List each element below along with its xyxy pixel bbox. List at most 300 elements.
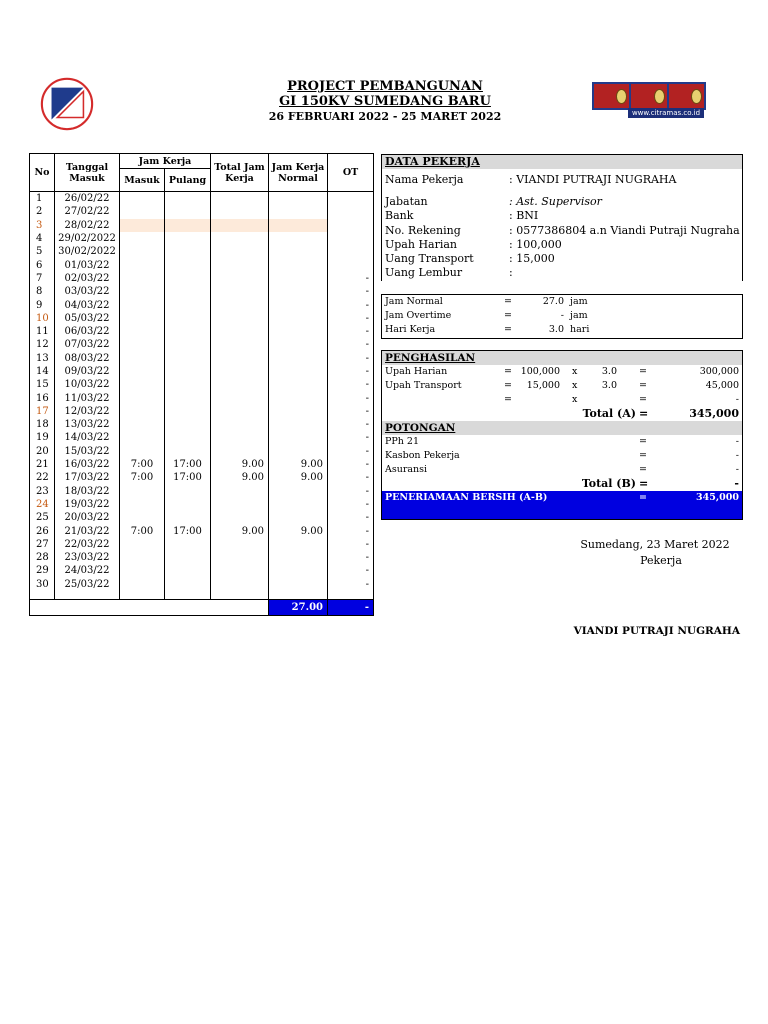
deduction-label: Asuransi bbox=[385, 464, 428, 475]
project-period: 26 FEBRUARI 2022 - 25 MARET 2022 bbox=[268, 110, 502, 123]
row-no: 27 bbox=[30, 538, 55, 551]
row-total: 9.00 bbox=[211, 471, 269, 484]
row-pulang bbox=[165, 325, 211, 338]
jam-summary bbox=[381, 294, 743, 339]
deduction-eq: = bbox=[639, 436, 647, 447]
row-no: 28 bbox=[30, 551, 55, 564]
table-row bbox=[30, 378, 374, 391]
row-total bbox=[211, 338, 269, 351]
income-qty: 3.0 bbox=[601, 366, 617, 377]
row-ot: - bbox=[328, 298, 374, 311]
row-ot: - bbox=[328, 458, 374, 471]
table-row bbox=[30, 258, 374, 271]
row-pulang bbox=[165, 272, 211, 285]
field-label: Nama Pekerja bbox=[385, 173, 464, 186]
row-normal bbox=[269, 285, 328, 298]
row-masuk bbox=[120, 418, 165, 431]
row-pulang bbox=[165, 219, 211, 232]
penghasilan-row bbox=[382, 365, 742, 379]
row-normal bbox=[269, 298, 328, 311]
total-a-label: Total (A) bbox=[582, 407, 636, 420]
table-row bbox=[30, 205, 374, 218]
row-no: 17 bbox=[30, 405, 55, 418]
col-no-header: No bbox=[30, 154, 55, 192]
payroll-summary bbox=[381, 350, 743, 520]
field-value: : bbox=[509, 266, 513, 280]
deduction-amount: - bbox=[735, 450, 739, 461]
col-ot-header: OT bbox=[328, 154, 374, 192]
row-ot: - bbox=[328, 391, 374, 404]
row-normal bbox=[269, 511, 328, 524]
table-row bbox=[30, 391, 374, 404]
row-normal bbox=[269, 365, 328, 378]
row-pulang bbox=[165, 312, 211, 325]
row-ot: - bbox=[328, 365, 374, 378]
row-normal bbox=[269, 338, 328, 351]
row-total: 9.00 bbox=[211, 524, 269, 537]
jam-eq: = bbox=[504, 324, 512, 335]
row-masuk bbox=[120, 391, 165, 404]
attendance-table bbox=[29, 153, 374, 616]
row-total bbox=[211, 378, 269, 391]
row-date: 13/03/22 bbox=[55, 418, 120, 431]
total-b-value: - bbox=[734, 477, 739, 490]
income-eq: = bbox=[504, 380, 512, 391]
row-date: 07/03/22 bbox=[55, 338, 120, 351]
total-a-row bbox=[382, 407, 742, 421]
row-pulang bbox=[165, 498, 211, 511]
row-pulang bbox=[165, 192, 211, 206]
potongan-rows bbox=[382, 435, 742, 477]
field-label: Upah Harian bbox=[385, 237, 458, 251]
jam-value: - bbox=[560, 310, 564, 321]
row-normal bbox=[269, 312, 328, 325]
row-ot: - bbox=[328, 285, 374, 298]
row-masuk bbox=[120, 232, 165, 245]
row-ot: - bbox=[328, 538, 374, 551]
jam-value: 27.0 bbox=[542, 296, 564, 307]
signature-place-date: Sumedang, 23 Maret 2022 bbox=[580, 538, 730, 551]
row-normal bbox=[269, 245, 328, 258]
row-date: 10/03/22 bbox=[55, 378, 120, 391]
row-masuk bbox=[120, 485, 165, 498]
row-normal bbox=[269, 405, 328, 418]
income-amount: 45,000 bbox=[705, 380, 739, 391]
row-no: 6 bbox=[30, 258, 55, 271]
row-total bbox=[211, 285, 269, 298]
penghasilan-row bbox=[382, 393, 742, 407]
row-masuk bbox=[120, 511, 165, 524]
row-total bbox=[211, 564, 269, 577]
table-row bbox=[30, 298, 374, 311]
col-masuk-header: Masuk bbox=[120, 169, 165, 192]
row-pulang bbox=[165, 245, 211, 258]
row-normal bbox=[269, 485, 328, 498]
row-total bbox=[211, 391, 269, 404]
row-no: 23 bbox=[30, 485, 55, 498]
row-no: 13 bbox=[30, 352, 55, 365]
row-masuk bbox=[120, 564, 165, 577]
row-date: 03/03/22 bbox=[55, 285, 120, 298]
table-row bbox=[30, 445, 374, 458]
row-date: 08/03/22 bbox=[55, 352, 120, 365]
row-masuk bbox=[120, 338, 165, 351]
data-pekerja-row bbox=[382, 195, 742, 209]
field-label: Bank bbox=[385, 209, 414, 223]
total-a-value: 345,000 bbox=[689, 407, 739, 420]
data-pekerja-row bbox=[382, 266, 742, 280]
row-total bbox=[211, 511, 269, 524]
row-no: 11 bbox=[30, 325, 55, 338]
row-date: 06/03/22 bbox=[55, 325, 120, 338]
row-normal bbox=[269, 391, 328, 404]
row-ot: - bbox=[328, 564, 374, 577]
row-ot: - bbox=[328, 325, 374, 338]
row-total bbox=[211, 365, 269, 378]
row-ot: - bbox=[328, 378, 374, 391]
row-normal: 9.00 bbox=[269, 458, 328, 471]
jam-label: Jam Overtime bbox=[385, 310, 452, 321]
income-label: Upah Harian bbox=[385, 366, 448, 377]
row-ot bbox=[328, 258, 374, 271]
row-masuk bbox=[120, 258, 165, 271]
row-no: 14 bbox=[30, 365, 55, 378]
row-pulang bbox=[165, 405, 211, 418]
row-ot: - bbox=[328, 485, 374, 498]
row-ot: - bbox=[328, 511, 374, 524]
row-pulang bbox=[165, 564, 211, 577]
row-normal bbox=[269, 352, 328, 365]
row-total bbox=[211, 232, 269, 245]
row-ot: - bbox=[328, 405, 374, 418]
table-row bbox=[30, 538, 374, 551]
row-masuk bbox=[120, 352, 165, 365]
potongan-title: POTONGAN bbox=[382, 421, 742, 435]
potongan-row bbox=[382, 449, 742, 463]
field-value: : 15,000 bbox=[509, 252, 555, 266]
income-amount: - bbox=[735, 394, 739, 405]
table-row bbox=[30, 312, 374, 325]
project-subtitle: GI 150KV SUMEDANG BARU bbox=[279, 94, 491, 109]
row-normal bbox=[269, 378, 328, 391]
row-pulang bbox=[165, 578, 211, 600]
field-value: : Ast. Supervisor bbox=[509, 195, 602, 208]
row-pulang: 17:00 bbox=[165, 471, 211, 484]
row-date: 05/03/22 bbox=[55, 312, 120, 325]
data-pekerja-row bbox=[382, 224, 742, 238]
row-pulang bbox=[165, 352, 211, 365]
row-masuk: 7:00 bbox=[120, 524, 165, 537]
table-row bbox=[30, 232, 374, 245]
signature-name: VIANDI PUTRAJI NUGRAHA bbox=[573, 625, 740, 637]
row-date: 16/03/22 bbox=[55, 458, 120, 471]
row-masuk bbox=[120, 325, 165, 338]
col-total-header: Total Jam Kerja bbox=[211, 154, 269, 192]
data-pekerja-panel bbox=[381, 154, 743, 281]
row-total bbox=[211, 551, 269, 564]
row-no: 30 bbox=[30, 578, 55, 600]
income-amount: 300,000 bbox=[699, 366, 739, 377]
row-masuk bbox=[120, 538, 165, 551]
row-no: 4 bbox=[30, 232, 55, 245]
row-ot: - bbox=[328, 445, 374, 458]
penghasilan-row bbox=[382, 379, 742, 393]
row-masuk bbox=[120, 272, 165, 285]
row-date: 02/03/22 bbox=[55, 272, 120, 285]
field-label: No. Rekening bbox=[385, 223, 461, 237]
row-no: 18 bbox=[30, 418, 55, 431]
row-pulang bbox=[165, 232, 211, 245]
row-normal: 9.00 bbox=[269, 524, 328, 537]
data-pekerja-row bbox=[382, 209, 742, 223]
col-normal-header: Jam Kerja Normal bbox=[269, 154, 328, 192]
row-date: 14/03/22 bbox=[55, 431, 120, 444]
jam-value: 3.0 bbox=[548, 324, 564, 335]
row-total bbox=[211, 418, 269, 431]
row-masuk bbox=[120, 445, 165, 458]
penghasilan-title: PENGHASILAN bbox=[382, 351, 742, 365]
row-no: 20 bbox=[30, 445, 55, 458]
certificate-badge bbox=[631, 84, 666, 108]
jam-eq: = bbox=[504, 310, 512, 321]
row-date: 18/03/22 bbox=[55, 485, 120, 498]
row-masuk bbox=[120, 285, 165, 298]
income-times: x bbox=[572, 394, 578, 405]
deduction-amount: - bbox=[735, 436, 739, 447]
row-ot bbox=[328, 205, 374, 218]
row-date: 28/02/22 bbox=[55, 219, 120, 232]
table-row bbox=[30, 365, 374, 378]
row-masuk bbox=[120, 405, 165, 418]
row-normal bbox=[269, 192, 328, 206]
field-label: Uang Transport bbox=[385, 252, 474, 266]
row-date: 01/03/22 bbox=[55, 258, 120, 271]
row-masuk bbox=[120, 298, 165, 311]
row-no: 16 bbox=[30, 391, 55, 404]
row-normal bbox=[269, 445, 328, 458]
table-row bbox=[30, 485, 374, 498]
row-masuk: 7:00 bbox=[120, 471, 165, 484]
row-total: 9.00 bbox=[211, 458, 269, 471]
total-normal-hours: 27.00 bbox=[269, 599, 328, 615]
jam-label: Jam Normal bbox=[385, 296, 443, 307]
row-ot: - bbox=[328, 524, 374, 537]
jam-unit: jam bbox=[570, 310, 588, 321]
row-masuk bbox=[120, 219, 165, 232]
total-ot-hours: - bbox=[328, 599, 374, 615]
row-date: 27/02/22 bbox=[55, 205, 120, 218]
jam-eq: = bbox=[504, 296, 512, 307]
jam-label: Hari Kerja bbox=[385, 324, 436, 335]
row-pulang bbox=[165, 431, 211, 444]
net-pay-row bbox=[382, 491, 742, 505]
row-masuk bbox=[120, 192, 165, 206]
row-date: 24/03/22 bbox=[55, 564, 120, 577]
field-value: : 100,000 bbox=[509, 237, 562, 251]
row-normal bbox=[269, 232, 328, 245]
row-total bbox=[211, 219, 269, 232]
table-row bbox=[30, 498, 374, 511]
row-masuk bbox=[120, 245, 165, 258]
row-pulang bbox=[165, 551, 211, 564]
row-ot: - bbox=[328, 551, 374, 564]
row-total bbox=[211, 312, 269, 325]
company-logo bbox=[38, 75, 96, 133]
table-row bbox=[30, 551, 374, 564]
certificate-badge bbox=[669, 84, 704, 108]
row-pulang bbox=[165, 418, 211, 431]
income-eq: = bbox=[504, 366, 512, 377]
income-eq2: = bbox=[639, 366, 647, 377]
total-b-eq: = bbox=[639, 477, 649, 490]
row-date: 12/03/22 bbox=[55, 405, 120, 418]
row-pulang bbox=[165, 391, 211, 404]
row-no: 29 bbox=[30, 564, 55, 577]
row-no: 21 bbox=[30, 458, 55, 471]
jam-unit: jam bbox=[570, 296, 588, 307]
company-website: www.citramas.co.id bbox=[628, 108, 704, 118]
row-pulang bbox=[165, 445, 211, 458]
table-row bbox=[30, 405, 374, 418]
row-date: 04/03/22 bbox=[55, 298, 120, 311]
jam-row bbox=[382, 309, 742, 323]
row-normal bbox=[269, 219, 328, 232]
row-total bbox=[211, 325, 269, 338]
row-normal bbox=[269, 418, 328, 431]
row-ot bbox=[328, 232, 374, 245]
row-total bbox=[211, 205, 269, 218]
row-total bbox=[211, 538, 269, 551]
row-normal bbox=[269, 205, 328, 218]
attendance-body bbox=[30, 192, 374, 600]
certificate-badge bbox=[594, 84, 629, 108]
row-no: 25 bbox=[30, 511, 55, 524]
row-date: 09/03/22 bbox=[55, 365, 120, 378]
row-pulang bbox=[165, 511, 211, 524]
table-row bbox=[30, 192, 374, 206]
income-eq2: = bbox=[639, 394, 647, 405]
row-normal bbox=[269, 564, 328, 577]
row-no: 1 bbox=[30, 192, 55, 206]
table-row bbox=[30, 272, 374, 285]
row-no: 15 bbox=[30, 378, 55, 391]
field-value: : 0577386804 a.n Viandi Putraji Nugraha bbox=[509, 223, 740, 237]
deduction-amount: - bbox=[735, 464, 739, 475]
row-date: 22/03/22 bbox=[55, 538, 120, 551]
net-pay-eq: = bbox=[639, 492, 647, 503]
row-date: 29/02/2022 bbox=[55, 232, 120, 245]
row-masuk bbox=[120, 498, 165, 511]
table-row bbox=[30, 458, 374, 471]
total-b-label: Total (B) bbox=[581, 477, 636, 490]
row-masuk: 7:00 bbox=[120, 458, 165, 471]
potongan-row bbox=[382, 463, 742, 477]
row-normal bbox=[269, 538, 328, 551]
field-value: : VIANDI PUTRAJI NUGRAHA bbox=[509, 173, 677, 186]
row-date: 23/03/22 bbox=[55, 551, 120, 564]
row-pulang bbox=[165, 485, 211, 498]
row-masuk bbox=[120, 431, 165, 444]
table-row bbox=[30, 524, 374, 537]
row-ot: - bbox=[328, 498, 374, 511]
row-ot: - bbox=[328, 352, 374, 365]
income-qty: 3.0 bbox=[601, 380, 617, 391]
row-no: 2 bbox=[30, 205, 55, 218]
data-pekerja-title: DATA PEKERJA bbox=[382, 155, 742, 169]
row-pulang bbox=[165, 285, 211, 298]
data-pekerja-row bbox=[382, 173, 742, 195]
row-date: 30/02/2022 bbox=[55, 245, 120, 258]
row-date: 25/03/22 bbox=[55, 578, 120, 600]
row-masuk bbox=[120, 551, 165, 564]
row-normal: 9.00 bbox=[269, 471, 328, 484]
row-total bbox=[211, 485, 269, 498]
row-normal bbox=[269, 258, 328, 271]
row-total bbox=[211, 578, 269, 600]
table-row bbox=[30, 285, 374, 298]
row-no: 22 bbox=[30, 471, 55, 484]
col-jam-kerja-header: Jam Kerja bbox=[120, 154, 211, 169]
row-no: 10 bbox=[30, 312, 55, 325]
row-normal bbox=[269, 431, 328, 444]
row-date: 20/03/22 bbox=[55, 511, 120, 524]
deduction-eq: = bbox=[639, 464, 647, 475]
row-no: 9 bbox=[30, 298, 55, 311]
income-eq: = bbox=[504, 394, 512, 405]
row-masuk bbox=[120, 378, 165, 391]
penghasilan-rows bbox=[382, 365, 742, 407]
row-total bbox=[211, 272, 269, 285]
signature-role: Pekerja bbox=[640, 554, 682, 567]
row-normal bbox=[269, 272, 328, 285]
income-rate: 15,000 bbox=[526, 380, 560, 391]
row-masuk bbox=[120, 365, 165, 378]
table-row bbox=[30, 245, 374, 258]
row-no: 24 bbox=[30, 498, 55, 511]
deduction-label: PPh 21 bbox=[385, 436, 420, 447]
row-no: 26 bbox=[30, 524, 55, 537]
income-label: Upah Transport bbox=[385, 380, 462, 391]
field-value: : BNI bbox=[509, 209, 539, 223]
data-pekerja-fields bbox=[382, 169, 742, 281]
jam-unit: hari bbox=[570, 324, 590, 335]
total-b-row bbox=[382, 477, 742, 491]
table-row bbox=[30, 564, 374, 577]
row-no: 7 bbox=[30, 272, 55, 285]
row-total bbox=[211, 498, 269, 511]
row-ot: - bbox=[328, 272, 374, 285]
row-total bbox=[211, 258, 269, 271]
row-masuk bbox=[120, 205, 165, 218]
row-normal bbox=[269, 325, 328, 338]
income-times: x bbox=[572, 380, 578, 391]
row-ot: - bbox=[328, 471, 374, 484]
row-ot: - bbox=[328, 338, 374, 351]
footer-spacer bbox=[30, 599, 269, 615]
row-masuk bbox=[120, 578, 165, 600]
row-normal bbox=[269, 551, 328, 564]
data-pekerja-row bbox=[382, 252, 742, 266]
row-pulang bbox=[165, 205, 211, 218]
table-row bbox=[30, 338, 374, 351]
row-total bbox=[211, 245, 269, 258]
col-pulang-header: Pulang bbox=[165, 169, 211, 192]
table-row bbox=[30, 471, 374, 484]
total-a-eq: = bbox=[639, 407, 649, 420]
row-pulang: 17:00 bbox=[165, 458, 211, 471]
row-pulang bbox=[165, 258, 211, 271]
data-pekerja-row bbox=[382, 238, 742, 252]
